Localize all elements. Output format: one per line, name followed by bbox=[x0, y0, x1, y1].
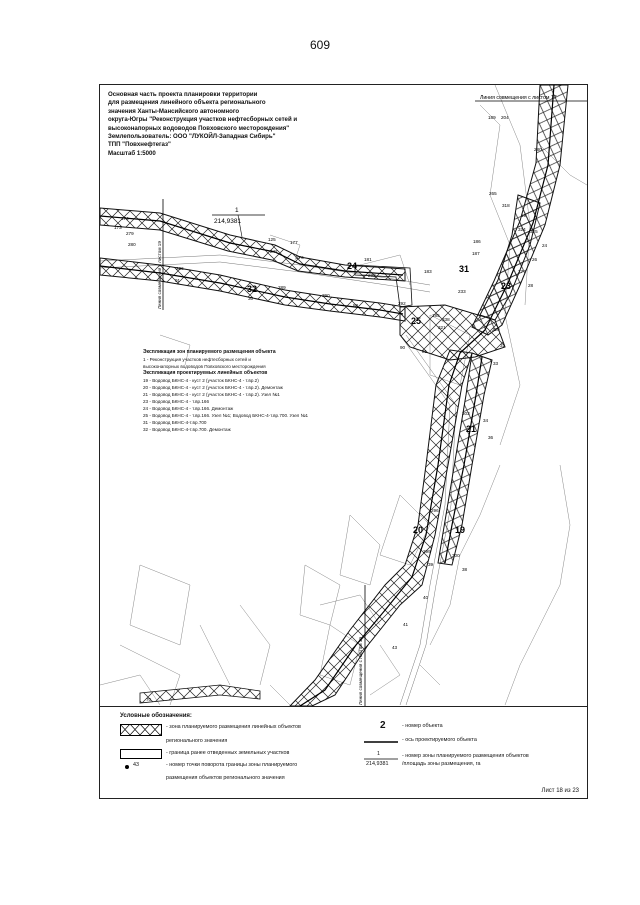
boundary-swatch-icon bbox=[120, 749, 162, 759]
point-label: 296 bbox=[431, 508, 439, 513]
title-line: для размещения линейного объекта регионального bbox=[108, 99, 266, 107]
match-line-sheet19-top: Линия совмещения с листом 19 bbox=[157, 241, 162, 309]
area-callout-area: 214,9381 bbox=[214, 218, 242, 225]
title-block bbox=[108, 91, 323, 158]
conventions-title: Условные обозначения: bbox=[120, 713, 192, 719]
title-line: Масштаб 1:5000 bbox=[108, 149, 156, 157]
point-label: 81 bbox=[422, 349, 428, 354]
point-label: 280 bbox=[128, 242, 136, 247]
title-line: высоконапорных водоводов Повховского месторождения" bbox=[108, 124, 290, 132]
point-label: 33 bbox=[493, 361, 499, 366]
point-label: 91 bbox=[175, 278, 181, 283]
conv-frac-bottom: 214,9381 bbox=[366, 761, 389, 767]
point-label: 34 bbox=[483, 418, 489, 423]
match-line-sheet17: Линия совмещения с листом 17 bbox=[480, 95, 557, 101]
planning-map[interactable] bbox=[100, 85, 587, 798]
point-label: 185 bbox=[432, 313, 440, 318]
conv-frac-desc2: /площадь зоны размещения, га bbox=[402, 761, 481, 767]
object-label-20: 20 bbox=[412, 525, 424, 535]
zone-item: 1 - Реконструкция участков нефтесборных сетей и bbox=[143, 357, 251, 362]
sheet-footer: Лист 18 из 23 bbox=[541, 788, 579, 794]
point-label: 300 bbox=[452, 553, 460, 558]
point-label: 181 bbox=[364, 257, 372, 262]
point-label: 186 bbox=[473, 239, 481, 244]
zones-heading: Экспликация зон планируемого размещения объекта bbox=[143, 349, 276, 355]
object-label-24: 31 bbox=[458, 264, 470, 274]
object-item: 32 - Водовод БКНС-4-т.вр.700. Демонтаж bbox=[143, 427, 231, 432]
object-item: 20 - Водовод БКНС-4 - куст 2 (участок БКНС-4 - т.вр.2). Демонтаж bbox=[143, 385, 283, 390]
point-label: 289 bbox=[278, 285, 286, 290]
point-label: 26 bbox=[532, 257, 538, 262]
match-line-sheet19-bottom: Линия совмещения с листом 19 bbox=[358, 637, 363, 705]
point-label: 28 bbox=[528, 283, 534, 288]
point-label: 279 bbox=[126, 231, 134, 236]
conv-frac-top: 1 bbox=[377, 751, 380, 757]
object-item: 19 - Водовод БКНС-4 - куст 2 (участок БКНС-4 - т.вр.2) bbox=[143, 378, 259, 383]
point-label: 232 bbox=[368, 273, 376, 278]
point-label: 19 bbox=[521, 213, 527, 218]
conv-boundary: - граница ранее отведенных земельных участков bbox=[166, 750, 290, 756]
page-number: 609 bbox=[309, 38, 331, 52]
point-label: 41 bbox=[403, 622, 409, 627]
turn-point-icon bbox=[124, 764, 130, 770]
conv-point-line1: - номер точки поворота границы зоны планируемого bbox=[166, 762, 298, 768]
object-label-21: 21 bbox=[465, 424, 477, 434]
point-label: 31 bbox=[500, 343, 506, 348]
point-label: 24 bbox=[542, 243, 548, 248]
point-label: 40 bbox=[423, 595, 429, 600]
conv-zone-line1: - зона планируемого размещения линейных объектов bbox=[166, 724, 301, 730]
object-item: 31 - Водовод БКНС-4-т.вр.700 bbox=[143, 420, 207, 425]
axis-line-icon bbox=[364, 740, 398, 744]
conv-zone-line2: регионального значения bbox=[166, 738, 228, 744]
conv-frac-desc1: - номер зоны планируемого размещения объектов bbox=[402, 753, 529, 759]
point-label: 324 bbox=[518, 227, 526, 232]
point-label: 276 bbox=[296, 255, 304, 260]
area-callout-number: 1 bbox=[235, 207, 239, 214]
title-line: Землепользователь: ООО "ЛУКОЙЛ-Западная Сибирь" bbox=[108, 133, 276, 141]
conventions-legend bbox=[100, 706, 587, 799]
point-label: 27 bbox=[518, 269, 524, 274]
title-line: значения Ханты-Мансийского автономного bbox=[108, 107, 240, 115]
object-item: 21 - Водовод БКНС-4 - куст 2 (участок БКНС-4 - т.вр.2). Узел №1 bbox=[143, 392, 280, 397]
point-label: 177 bbox=[290, 240, 298, 245]
point-label: 183 bbox=[424, 269, 432, 274]
conv-axis-desc: - ось проектируемого объекта bbox=[402, 737, 477, 743]
title-line: округа-Югры "Реконструкция участков нефтесборных сетей и bbox=[108, 116, 298, 124]
point-label: 204 bbox=[501, 115, 509, 120]
object-label-19: 19 bbox=[454, 525, 466, 535]
conv-point-line2: размещения объектов регионального значения bbox=[166, 775, 285, 781]
point-label: 299 bbox=[423, 549, 431, 554]
conv-point-marker: 43 bbox=[133, 762, 139, 768]
point-label: 189 bbox=[488, 115, 496, 120]
object-label-23: 23 bbox=[500, 281, 512, 291]
point-label: 70 bbox=[146, 697, 152, 702]
title-line: Основная часть проекта планировки территории bbox=[108, 91, 258, 98]
point-label: 325 bbox=[530, 229, 538, 234]
conv-object-number: 2 bbox=[380, 720, 386, 731]
point-label: 303 bbox=[462, 411, 470, 416]
object-item: 23 - Водовод БКНС-4 - т.вр.166 bbox=[143, 399, 210, 404]
point-label: 38 bbox=[462, 567, 468, 572]
title-line: ТПП "Повхнефтегаз" bbox=[108, 141, 171, 149]
objects-heading: Экспликация проектируемых линейных объектов bbox=[143, 370, 268, 376]
point-label: 290 bbox=[322, 293, 330, 298]
point-label: 90 bbox=[400, 345, 406, 350]
point-label: 88 bbox=[353, 303, 359, 308]
point-label: 30 bbox=[248, 296, 254, 301]
point-label: 320 bbox=[492, 327, 500, 332]
conv-object-number-desc: - номер объекта bbox=[402, 723, 443, 729]
point-label: 43 bbox=[392, 645, 398, 650]
point-label: 39 bbox=[428, 562, 434, 567]
object-label-32: 32 bbox=[246, 284, 258, 294]
zone-swatch-icon bbox=[120, 724, 162, 736]
point-label: 321 bbox=[438, 325, 446, 330]
point-label: 292 bbox=[398, 301, 406, 306]
map-sheet bbox=[99, 84, 588, 799]
object-item: 24 - Водовод БКНС-4 - т.вр.166. Демонтаж bbox=[143, 406, 234, 411]
point-label: 280 bbox=[534, 147, 542, 152]
point-label: 36 bbox=[488, 435, 494, 440]
point-label: 174 bbox=[121, 216, 129, 221]
point-label: 125 bbox=[268, 237, 276, 242]
object-label-31: 24 bbox=[346, 261, 358, 271]
point-label: 265 bbox=[489, 191, 497, 196]
point-label: 187 bbox=[472, 251, 480, 256]
point-label: 233 bbox=[458, 289, 466, 294]
object-item: 25 - Водовод БКНС-4 - т.вр.166. Узел №1; Водовод БКНС-4-т.вр.700. Узел №1 bbox=[143, 413, 309, 418]
explication bbox=[143, 349, 393, 433]
object-label-25: 25 bbox=[410, 316, 422, 326]
point-label: 338 bbox=[442, 317, 450, 322]
zone-item: высоконапорных водоводов Повховского месторождения bbox=[143, 364, 266, 369]
point-label: 318 bbox=[502, 203, 510, 208]
zone-fragment-70 bbox=[140, 685, 260, 703]
point-label: 286 bbox=[176, 266, 184, 271]
point-label: 247 bbox=[270, 249, 278, 254]
point-label: 173 bbox=[114, 225, 122, 230]
